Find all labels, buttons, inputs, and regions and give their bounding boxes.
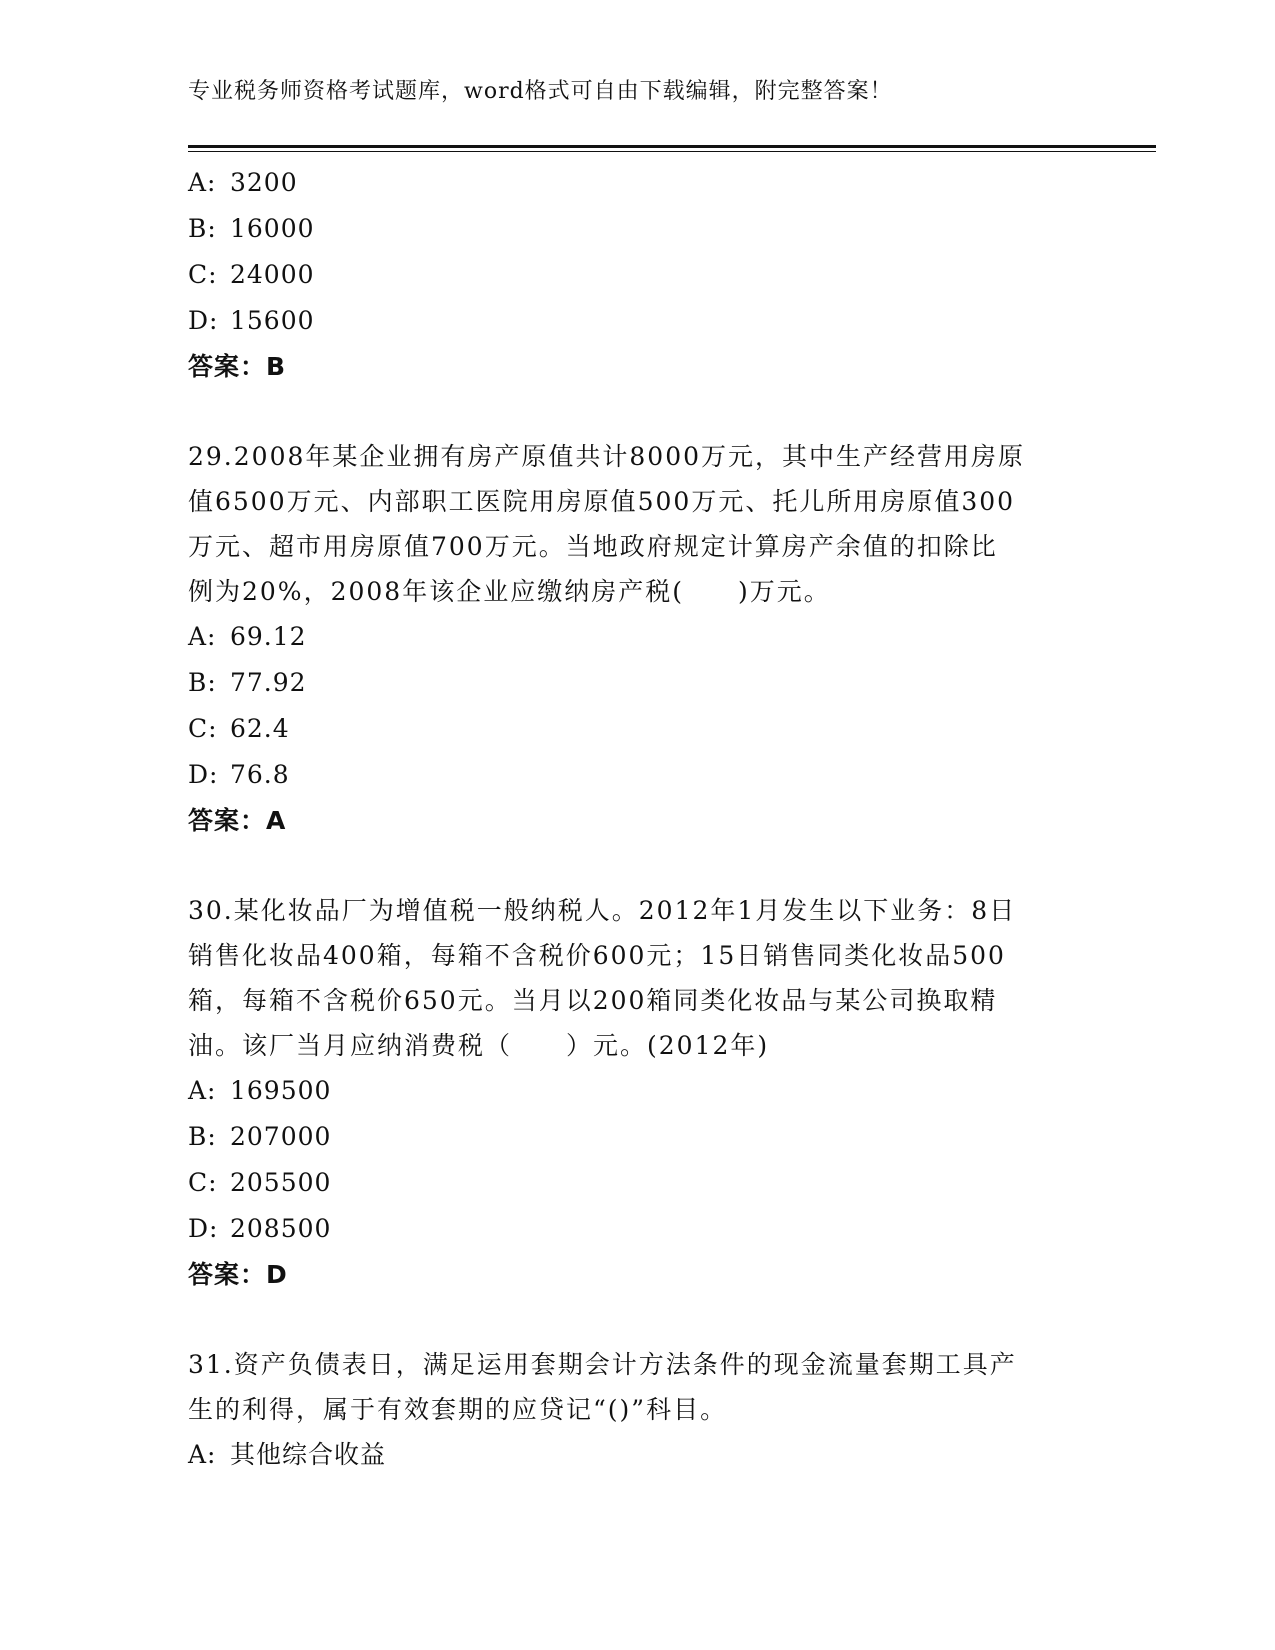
question-block xyxy=(188,434,1088,844)
page-header: 专业税务师资格考试题库，word格式可自由下载编辑，附完整答案！ xyxy=(188,79,893,104)
answer: 答案：B xyxy=(188,352,287,381)
header-rule-thick xyxy=(188,145,1156,148)
option-c: C: 62.4 xyxy=(188,714,290,743)
option-b: B: 77.92 xyxy=(188,668,307,697)
question-text: 31.资产负债表日，满足运用套期会计方法条件的现金流量套期工具产 生的利得，属于有效套期的应贷记“()”科目。 xyxy=(188,1350,1017,1424)
question-text: 30.某化妆品厂为增值税一般纳税人。2012年1月发生以下业务：8日 销售化妆品400箱，每箱不含税价600元；15日销售同类化妆品500 箱，每箱不含税价650元。当月以200箱同类化妆品与某公司换取精 油。该厂当月应纳消费税（ ）元。(2012年) xyxy=(188,896,1017,1060)
answer: 答案：D xyxy=(188,1260,288,1289)
option-a: A: 69.12 xyxy=(188,622,307,651)
option-a: A: 其他综合收益 xyxy=(188,1440,387,1469)
option-d: D: 15600 xyxy=(188,306,315,335)
option-d: D: 76.8 xyxy=(188,760,290,789)
header-rule-thin xyxy=(188,151,1156,152)
option-b: B: 16000 xyxy=(188,214,315,243)
option-a: A: 3200 xyxy=(188,168,298,197)
option-c: C: 205500 xyxy=(188,1168,332,1197)
option-d: D: 208500 xyxy=(188,1214,332,1243)
option-c: C: 24000 xyxy=(188,260,315,289)
question-block xyxy=(188,888,1088,1298)
question-block xyxy=(188,1342,1088,1478)
question-block xyxy=(188,160,1088,390)
question-text: 29.2008年某企业拥有房产原值共计8000万元，其中生产经营用房原 值6500万元、内部职工医院用房原值500万元、托儿所用房原值300 万元、超市用房原值700万元。当地政府规定计算房产余值的扣除比 例为20%，2008年该企业应缴纳房产税( )万元。 xyxy=(188,442,1026,606)
answer: 答案：A xyxy=(188,806,287,835)
option-b: B: 207000 xyxy=(188,1122,332,1151)
option-a: A: 169500 xyxy=(188,1076,332,1105)
question-list xyxy=(188,160,1088,1478)
